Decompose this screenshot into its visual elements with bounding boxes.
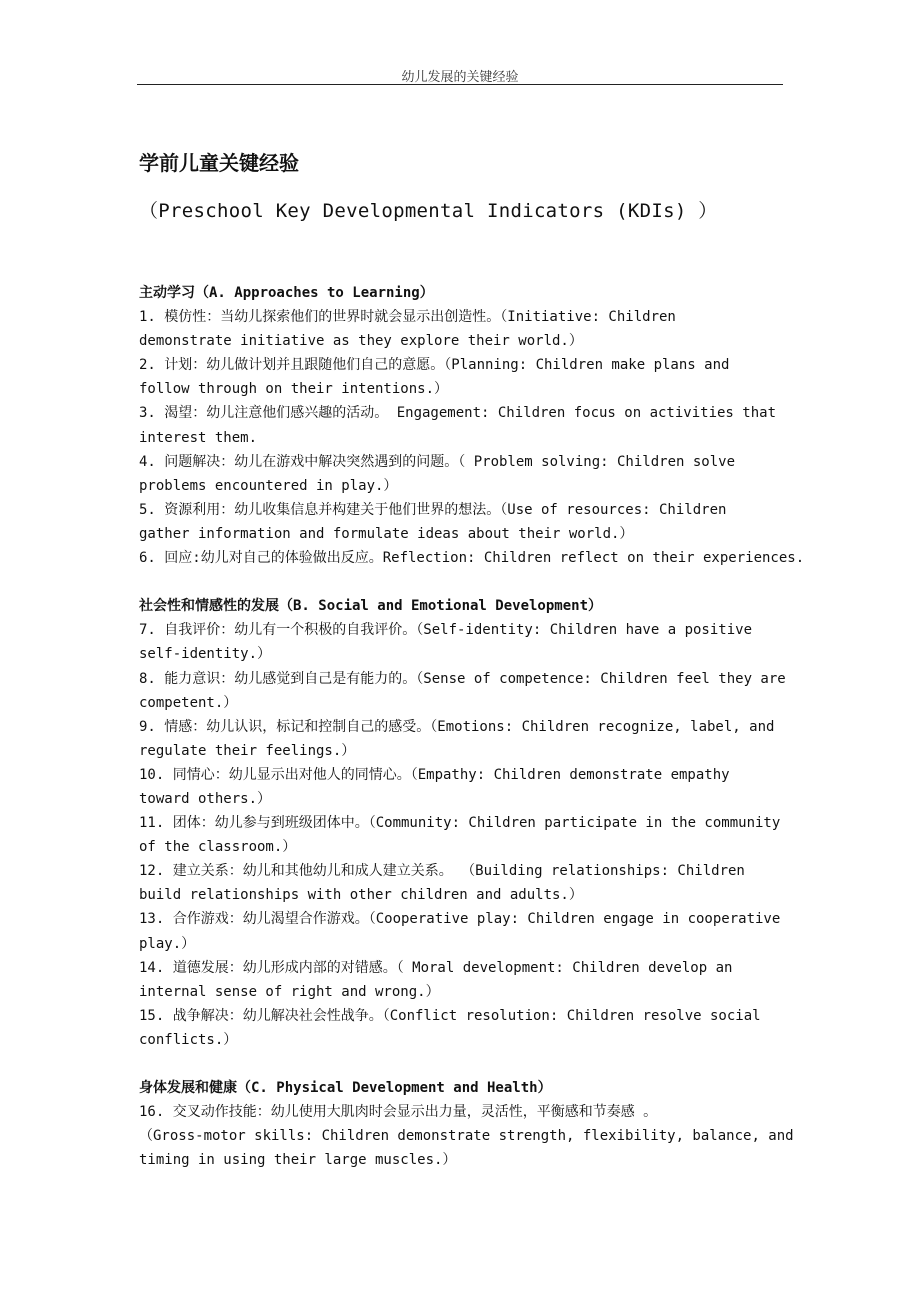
section-approaches-to-learning (139, 281, 819, 570)
list-item: 10. 同情心：幼儿显示出对他人的同情心。（Empathy: Children demonstrate empathy toward others.） (139, 766, 730, 807)
list-item: 3. 渴望：幼儿注意他们感兴趣的活动。 Engagement: Children focus on activities that interest them. (139, 405, 777, 446)
section-social-emotional (139, 594, 819, 1052)
list-item: 14. 道德发展：幼儿形成内部的对错感。（ Moral development: Children develop an internal sense of right and wrong.） (139, 959, 733, 1000)
list-item: 11. 团体：幼儿参与到班级团体中。（Community: Children participate in the community of the classroom.） (139, 815, 781, 856)
document-title: 学前儿童关键经验 (139, 151, 299, 175)
list-item: 2. 计划：幼儿做计划并且跟随他们自己的意愿。（Planning: Children make plans and follow through on their intentions.） (139, 357, 730, 398)
list-item: 16. 交叉动作技能：幼儿使用大肌肉时会显示出力量，灵活性，平衡感和节奏感 。 （Gross-motor skills: Children demonstrate strength, flexibility, balance, and timing in using their large muscles.） (139, 1104, 794, 1169)
section-heading: 社会性和情感性的发展（B. Social and Emotional Development） (139, 598, 603, 615)
running-header: 幼儿发展的关键经验 (401, 70, 519, 85)
list-item: 1. 模仿性：当幼儿探索他们的世界时就会显示出创造性。（Initiative: Children demonstrate initiative as they explore their world.） (139, 309, 676, 350)
header-rule (137, 84, 783, 85)
list-item: 15. 战争解决：幼儿解决社会性战争。（Conflict resolution: Children resolve social conflicts.） (139, 1007, 761, 1048)
list-item: 4. 问题解决：幼儿在游戏中解决突然遇到的问题。（ Problem solving: Children solve problems encountered in play.） (139, 453, 736, 494)
section-heading: 主动学习（A. Approaches to Learning） (139, 285, 434, 301)
list-item: 7. 自我评价：幼儿有一个积极的自我评价。（Self-identity: Children have a positive self-identity.） (139, 622, 753, 663)
list-item: 5. 资源利用：幼儿收集信息并构建关于他们世界的想法。（Use of resources: Children gather information and formulate ideas about their world.） (139, 501, 727, 542)
list-item: 13. 合作游戏：幼儿渴望合作游戏。（Cooperative play: Children engage in cooperative play.） (139, 911, 781, 952)
list-item: 9. 情感：幼儿认识，标记和控制自己的感受。（Emotions: Children recognize, label, and regulate their feelings.） (139, 718, 775, 759)
section-heading: 身体发展和健康（C. Physical Development and Health） (139, 1080, 552, 1097)
section-physical-development (139, 1076, 819, 1172)
list-item: 12. 建立关系：幼儿和其他幼儿和成人建立关系。 （Building relationships: Children build relationships with other children and adults.） (139, 863, 745, 904)
list-item: 8. 能力意识：幼儿感觉到自己是有能力的。（Sense of competence: Children feel they are competent.） (139, 670, 786, 711)
list-item: 6. 回应:幼儿对自己的体验做出反应。Reflection: Children reflect on their experiences. (139, 550, 805, 567)
document-body (139, 281, 819, 1197)
document-subtitle: （Preschool Key Developmental Indicators (KDIs) ） (139, 200, 718, 222)
